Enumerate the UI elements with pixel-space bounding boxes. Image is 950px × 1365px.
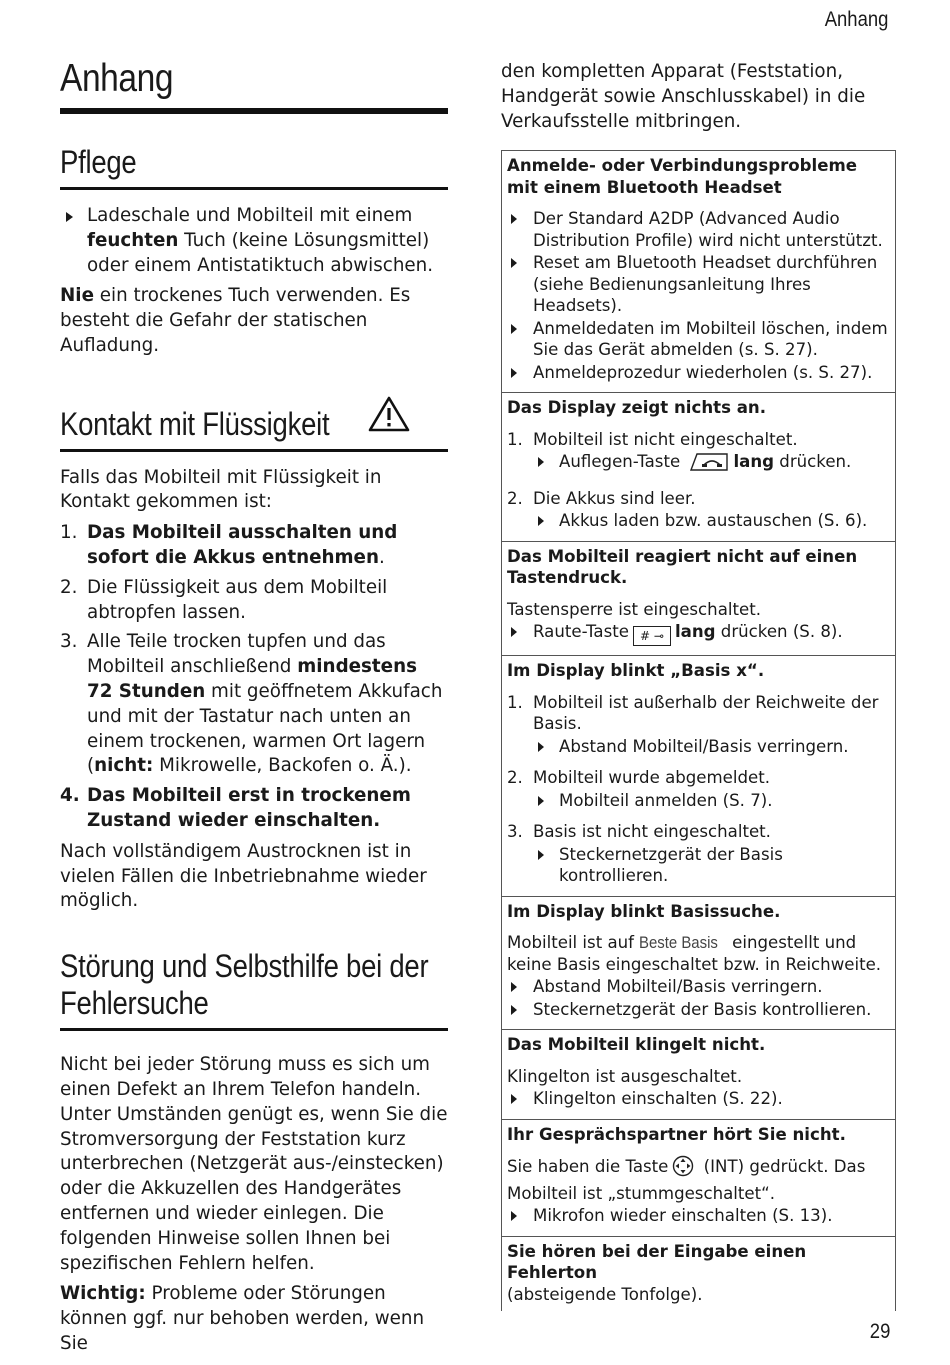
bullet-arrow-icon <box>511 324 517 334</box>
pflege-bullet: Ladeschale und Mobilteil mit einem feuchten Tuch (keine Lösungsmittel) oder einem Antistatiktuch abwischen. <box>60 204 448 278</box>
list-item: Abstand Mobilteil/Basis verringern. <box>507 736 890 758</box>
page-number: 29 <box>869 1320 890 1343</box>
list-item: Steckernetzgerät der Basis kontrollieren. <box>507 844 890 887</box>
bullet-arrow-icon <box>511 627 517 637</box>
bullet-arrow-icon <box>511 214 517 224</box>
menu-term: Beste Basis <box>639 933 719 953</box>
title-rule <box>60 108 448 114</box>
list-item: 2. Mobilteil wurde abgemeldet. <box>507 768 771 788</box>
list-item: Auflegen-Taste lang drücken. <box>507 451 890 478</box>
kontakt-outro: Nach vollständigem Austrocknen ist in vielen Fällen die Inbetriebnahme wieder möglich. <box>60 840 427 912</box>
list-item: 1. Mobilteil ist außerhalb der Reichweite der Basis. <box>507 692 879 734</box>
list-item: Reset am Bluetooth Headset durchführen (siehe Bedienungsanleitung Ihres Headsets). <box>507 252 890 317</box>
table-row-keys: Das Mobilteil reagiert nicht auf einen Tastendruck. Tastensperre ist eingeschaltet. Raute-Taste # ⊸ lang drücken (S. 8). <box>502 542 895 657</box>
heading-rule <box>60 1028 448 1031</box>
heading-pflege: Pflege <box>60 144 137 180</box>
running-header: Anhang <box>824 8 888 31</box>
troubleshooting-table <box>501 150 896 1311</box>
kontakt-steps <box>60 521 448 834</box>
heading-rule <box>60 187 448 190</box>
list-item: Anmeldedaten im Mobilteil löschen, indem Sie das Gerät abmelden (s. S. 27). <box>507 318 890 361</box>
bullet-arrow-icon <box>538 457 544 467</box>
bullet-arrow-icon <box>511 1211 517 1221</box>
list-item: Raute-Taste # ⊸ lang drücken (S. 8). <box>507 621 890 646</box>
stoerung-continuation: den kompletten Apparat (Feststation, Handgerät sowie Anschlusskabel) in die Verkaufsstelle mitbringen. <box>501 61 866 132</box>
kontakt-intro: Falls das Mobilteil mit Flüssigkeit in Kontakt gekommen ist: <box>60 466 382 513</box>
heading-rule <box>60 449 448 452</box>
left-column <box>60 56 448 1363</box>
list-item: Mobilteil anmelden (S. 7). <box>507 790 890 812</box>
warning-triangle-icon <box>367 395 411 441</box>
right-column <box>501 60 896 1311</box>
table-row-fehlerton: Sie hören bei der Eingabe einen Fehlerton (absteigende Tonfolge). <box>507 1241 807 1304</box>
table-row-display: Das Display zeigt nichts an. 1. Mobilteil ist nicht eingeschaltet. Auflegen-Taste lang drücken. 2. Die Akkus sind leer. Akkus laden bzw. austauschen (S. 6). <box>502 393 895 542</box>
list-item: Akkus laden bzw. austauschen (S. 6). <box>507 510 890 532</box>
bullet-arrow-icon <box>511 258 517 268</box>
navigation-key-icon <box>672 1155 694 1183</box>
heading-stoerung: Störung und Selbsthilfe bei der <box>60 948 429 985</box>
table-row-klingelt: Das Mobilteil klingelt nicht. Klingelton ist ausgeschaltet. Klingelton einschalten (S. 22). <box>502 1030 895 1120</box>
bullet-arrow-icon <box>511 1005 517 1015</box>
page-title: Anhang <box>60 57 174 100</box>
end-call-key-icon <box>689 452 729 478</box>
table-row-basis-x: Im Display blinkt „Basis x“. 1. Mobilteil ist außerhalb der Reichweite der Basis. Abstand Mobilteil/Basis verringern. 2. Mobilteil wurde abgemeldet. Mobilteil anmelden (S. 7). 3. Basis ist nicht eingeschaltet. Steckernetzgerät der Basis kontrollieren. <box>502 656 895 897</box>
stoerung-intro: Nicht bei jeder Störung muss es sich um einen Defekt an Ihrem Telefon handeln. Unter Umständen genügt es, wenn Sie die Stromversorgung der Feststation kurz unterbrechen (Netzgerät aus-/einstecken) oder die Akkuzellen des Handgerätes entfernen und wieder einlegen. Die folgenden Hinweise sollen Ihnen bei spezifischen Fehlern helfen. <box>60 1054 448 1274</box>
list-item: 2. Die Flüssigkeit aus dem Mobilteil abtropfen lassen. <box>60 576 388 623</box>
bullet-arrow-icon <box>538 850 544 860</box>
list-item: Der Standard A2DP (Advanced Audio Distribution Profile) wird nicht unterstützt. <box>507 208 890 251</box>
table-row-partner: Ihr Gesprächspartner hört Sie nicht. Sie haben die Taste (INT) gedrückt. Das Mobilteil ist „stummgeschaltet“. Mikrofon wieder einschalten (S. 13). <box>502 1120 895 1237</box>
list-item: 4. Das Mobilteil erst in trockenem Zustand wieder einschalten. <box>60 785 411 831</box>
list-item: Mikrofon wieder einschalten (S. 13). <box>507 1205 890 1227</box>
table-row-bluetooth: Anmelde- oder Verbindungsprobleme mit einem Bluetooth Headset Der Standard A2DP (Advanced Audio Distribution Profile) wird nicht unterstützt. Reset am Bluetooth Headset durchführen (siehe Bedienungsanleitung Ihres Headsets). Anmeldedaten im Mobilteil löschen, indem Sie das Gerät abmelden (s. S. 27). Anmeldeprozedur wiederholen (s. S. 27). <box>502 151 895 393</box>
stoerung-important: Wichtig: Probleme oder Störungen können ggf. nur behoben werden, wenn Sie <box>60 1283 425 1354</box>
list-item: 1. Das Mobilteil ausschalten und sofort die Akkus entnehmen. <box>60 522 398 568</box>
bullet-arrow-icon <box>538 742 544 752</box>
pflege-note: Nie ein trockenes Tuch verwenden. Es besteht die Gefahr der statischen Aufladung. <box>60 285 411 356</box>
list-item: 1. Mobilteil ist nicht eingeschaltet. <box>507 429 798 449</box>
list-item: 2. Die Akkus sind leer. <box>507 488 696 508</box>
list-item: Abstand Mobilteil/Basis verringern. <box>507 976 890 998</box>
list-item: Steckernetzgerät der Basis kontrollieren. <box>507 999 890 1021</box>
bullet-arrow-icon <box>66 212 73 222</box>
hash-key-icon: # ⊸ <box>633 626 671 646</box>
heading-stoerung-line2: Fehlersuche <box>60 985 209 1022</box>
bullet-arrow-icon <box>511 1094 517 1104</box>
list-item: 3. Basis ist nicht eingeschaltet. <box>507 822 771 842</box>
bullet-arrow-icon <box>538 796 544 806</box>
bullet-arrow-icon <box>538 516 544 526</box>
bullet-arrow-icon <box>511 368 517 378</box>
table-row-basissuche: Im Display blinkt Basissuche. Mobilteil ist auf Beste Basis eingestellt und keine Basis eingeschaltet bzw. in Reichweite. Abstand Mobilteil/Basis verringern. Steckernetzgerät der Basis kontrollieren. <box>502 897 895 1031</box>
bullet-arrow-icon <box>511 982 517 992</box>
list-item: Klingelton einschalten (S. 22). <box>507 1088 890 1110</box>
heading-kontakt: Kontakt mit Flüssigkeit <box>60 405 330 442</box>
list-item: 3. Alle Teile trocken tupfen und das Mobilteil anschließend mindestens 72 Stunden mit geöffnetem Akkufach und mit der Tastatur nach unten an einem trockenen, warmen Ort lagern (nicht: Mikrowelle, Backofen o. Ä.). <box>60 631 443 777</box>
list-item: Anmeldeprozedur wiederholen (s. S. 27). <box>507 362 890 384</box>
